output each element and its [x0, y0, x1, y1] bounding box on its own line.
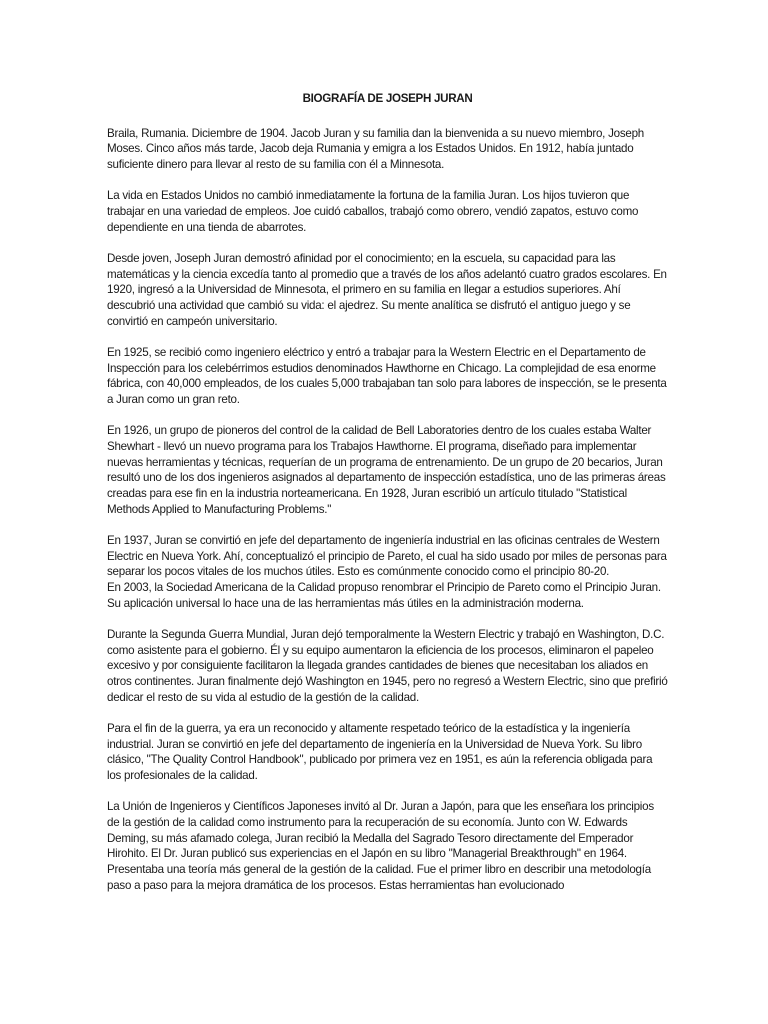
paragraph-japan: La Unión de Ingenieros y Científicos Japoneses invitó al Dr. Juran a Japón, para que les enseñara los principios de la gestión de la calidad como instrumento para la recuperación de su economía. Junto con W. Edwards Deming, su más afamado colega, Juran recibió la Medalla del Sagrado Tesoro directamente del Emperador Hirohito. El Dr. Juran publicó sus experiencias en el Japón en su libro "Managerial Breakthrough" en 1964. Presentaba una teoría más general de la gestión de la calidad. Fue el primer libro en describir una metodología paso a paso para la mejora dramática de los procesos. Estas herramientas han evolucionado: [107, 800, 654, 892]
paragraph-western-electric: En 1925, se recibió como ingeniero eléctrico y entró a trabajar para la Western Electric en el Departamento de Inspección para los celebérrimos estudios denominados Hawthorne en Chicago. La complejidad de esa enorme fábrica, con 40,000 empleados, de los cuales 5,000 trabajaban tan solo para labores de inspección, se le presenta a Juran como un gran reto.: [107, 345, 667, 407]
paragraph-birth: Braila, Rumania. Diciembre de 1904. Jacob Juran y su familia dan la bienvenida a su nuevo miembro, Joseph Moses. Cinco años más tarde, Jacob deja Rumania y emigra a los Estados Unidos. En 1912, había juntado suficiente dinero para llevar al resto de su familia con él a Minnesota.: [107, 126, 644, 172]
document-title: BIOGRAFÍA DE JOSEPH JURAN: [302, 92, 473, 105]
paragraph-handbook: Para el fin de la guerra, ya era un reconocido y altamente respetado teórico de la estadística y la ingeniería industrial. Juran se convirtió en jefe del departamento de ingeniería en la Universidad de Nueva York. Su libro clásico, "The Quality Control Handbook", publicado por primera vez en 1951, es aún la referencia obligada para los profesionales de la calidad.: [107, 722, 653, 783]
paragraph-pareto: En 1937, Juran se convirtió en jefe del departamento de ingeniería industrial en las oficinas centrales de Western Electric en Nueva York. Ahí, conceptualizó el principio de Pareto, el cual ha sido usado por miles de personas para separar los pocos vitales de los muchos útiles. Esto es comúnmente conocido como el principio 80-20.: [107, 533, 667, 579]
paragraph-war: Durante la Segunda Guerra Mundial, Juran dejó temporalmente la Western Electric y trabajó en Washington, D.C. como asistente para el gobierno. Él y su equipo aumentaron la eficiencia de los procesos, eliminaron el papeleo excesivo y por consiguiente facilitaron la llegada grandes cantidades de bienes que necesitaban los aliados en otros continentes. Juran finalmente dejó Washington en 1945, pero no regresó a Western Electric, sino que prefirió dedicar el resto de su vida al estudio de la gestión de la calidad.: [107, 627, 668, 704]
paragraph-bell-labs: En 1926, un grupo de pioneros del control de la calidad de Bell Laboratories dentro de los cuales estaba Walter Shewhart - llevó un nuevo programa para los Trabajos Hawthorne. El programa, diseñado para implementar nuevas herramientas y técnicas, requerían de un programa de entrenamiento. De un grupo de 20 becarios, Juran resultó uno de los dos ingenieros asignados al departamento de inspección estadística, uno de las primeras áreas creadas para ese fin en la industria norteamericana. En 1928, Juran escribió un artículo titulado "Statistical Methods Applied to Manufacturing Problems.": [107, 424, 666, 516]
paragraph-education: Desde joven, Joseph Juran demostró afinidad por el conocimiento; en la escuela, su capacidad para las matemáticas y la ciencia excedía tanto al promedio que a través de los años adelantó cuatro grados escolares. En 1920, ingresó a la Universidad de Minnesota, el primero en su familia en llegar a estudios superiores. Ahí descubrió una actividad que cambió su vida: el ajedrez. Su mente analítica se disfrutó el antiguo juego y se convirtió en campeón universitario.: [107, 251, 667, 328]
paragraph-principio-juran: En 2003, la Sociedad Americana de la Calidad propuso renombrar el Principio de Pareto como el Principio Juran. Su aplicación universal lo hace una de las herramientas más útiles en la administración moderna.: [107, 581, 661, 610]
paragraph-early-life: La vida en Estados Unidos no cambió inmediatamente la fortuna de la familia Juran. Los hijos tuvieron que trabajar en una variedad de empleos. Joe cuidó caballos, trabajó como obrero, vendió zapatos, estuvo como dependiente en una tienda de abarrotes.: [107, 189, 639, 234]
